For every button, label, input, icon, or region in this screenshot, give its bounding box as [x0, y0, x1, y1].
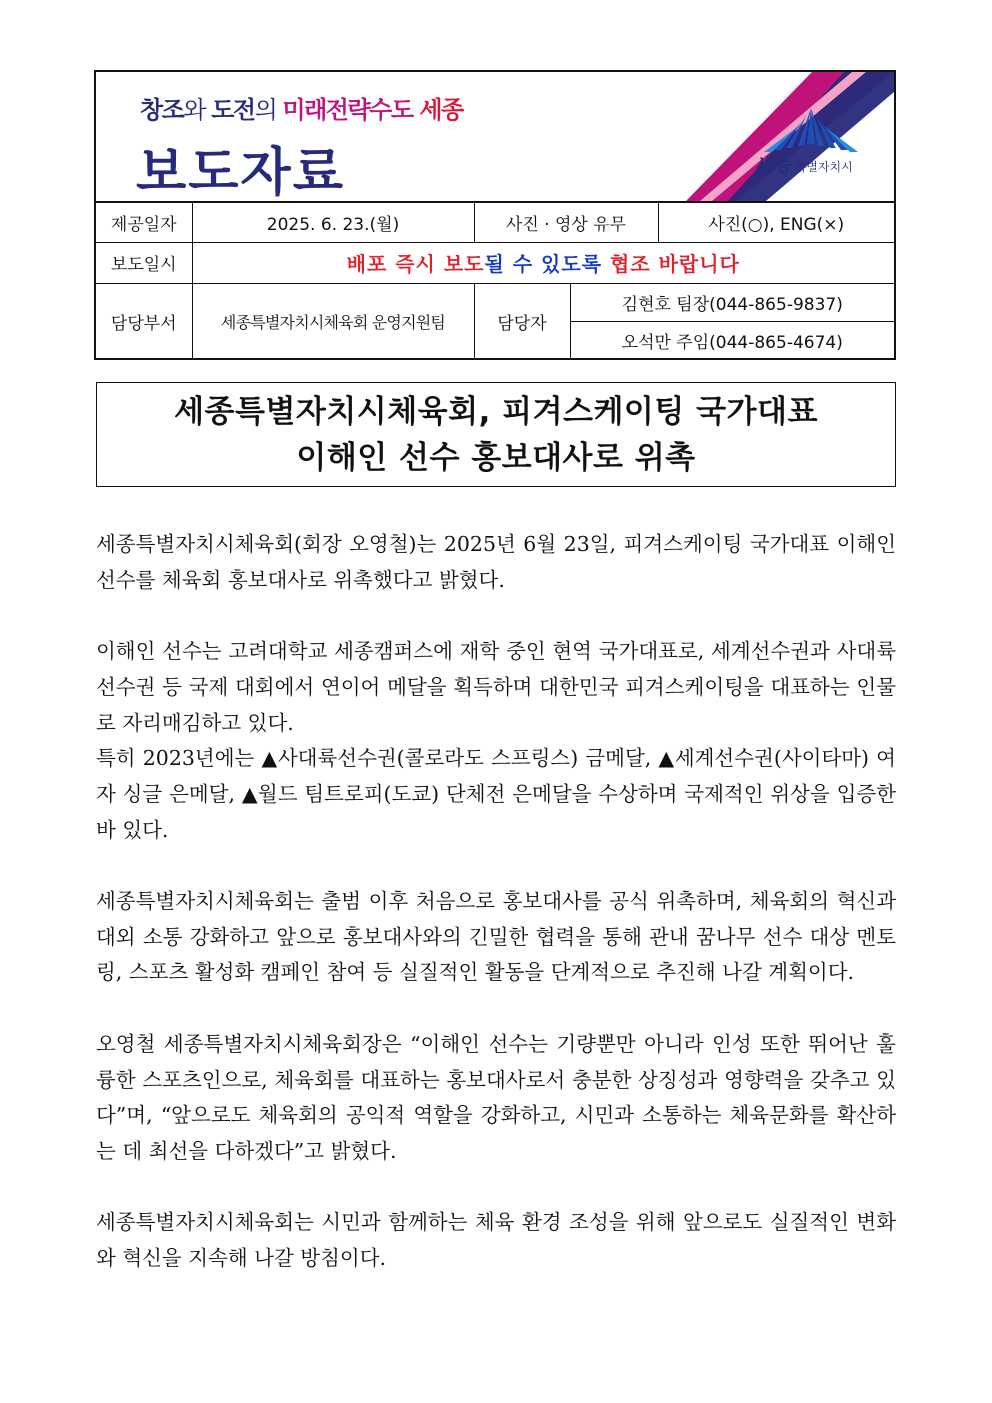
press-release-header — [94, 70, 896, 360]
logo-name: 세종 — [756, 154, 793, 176]
article-title-box — [96, 382, 896, 487]
release-value-red: 배포 즉시 보도 — [346, 252, 485, 276]
slogan-part4: 세종 — [419, 96, 463, 124]
contact-label: 담당자 — [474, 283, 570, 359]
contact-1: 김현호 팀장(044-865-9837) — [570, 283, 894, 321]
paragraph-4: 세종특별자치시체육회는 출범 이후 처음으로 홍보대사를 공식 위촉하며, 체육회의 혁신과 대외 소통 강화하고 앞으로 홍보대사와의 긴밀한 협력을 통해 관내 꿈나무 선수 대상 멘토링, 스포츠 활성화 캠페인 참여 등 실질적인 활동을 단계적으로 추진해 나갈 계획이다. — [96, 889, 896, 985]
article-title-line-1: 세종특별자치시체육회, 피겨스케이팅 국가대표 — [174, 394, 818, 430]
release-value-red2: 협조 바랍니다 — [602, 252, 740, 276]
paragraph-2: 이해인 선수는 고려대학교 세종캠퍼스에 재학 중인 현역 국가대표로, 세계선수권과 사대륙선수권 등 국제 대회에서 연이어 메달을 획득하며 대한민국 피겨스케이팅을 대표하는 인물로 자리매김하고 있다. — [96, 639, 896, 735]
slogan-part2: 도전 — [211, 96, 255, 124]
paragraph-6: 세종특별자치시체육회는 시민과 함께하는 체육 환경 조성을 위해 앞으로도 실질적인 변화와 혁신을 지속해 나갈 방침이다. — [96, 1210, 896, 1270]
info-table — [96, 201, 894, 360]
paragraph-1: 세종특별자치시체육회(회장 오영철)는 2025년 6월 23일, 피겨스케이팅 국가대표 이해인 선수를 체육회 홍보대사로 위촉했다고 밝혔다. — [96, 532, 896, 592]
media-label: 사진 · 영상 유무 — [474, 202, 658, 242]
media-value: 사진(○), ENG(×) — [658, 202, 894, 242]
city-slogan — [140, 90, 463, 125]
release-value — [192, 242, 894, 283]
slogan-part3: 미래전략수도 — [282, 96, 420, 124]
slogan-part2-particle: 의 — [254, 96, 283, 124]
release-value-blue: 될 수 있도록 — [484, 252, 603, 276]
slogan-part1-particle: 와 — [183, 96, 212, 124]
paragraph-5: 오영철 세종특별자치시체육회장은 “이해인 선수는 기량뿐만 아니라 인성 또한 뛰어난 훌륭한 스포츠인으로, 체육회를 대표하는 홍보대사로서 충분한 상징성과 영향력을 갖추고 있다”며, “앞으로도 체육회의 공익적 역할을 강화하고, 시민과 소통하는 체육문화를 확산하는 데 최선을 다하겠다”고 밝혔다. — [96, 1031, 896, 1163]
dept-value: 세종특별자치시체육회 운영지원팀 — [192, 283, 474, 359]
contact-2: 오석만 주임(044-865-4674) — [570, 321, 894, 359]
sejong-city-logo-text — [756, 150, 853, 177]
logo-subtitle: 특별자치시 — [794, 160, 853, 174]
header-banner — [96, 72, 894, 201]
date-value: 2025. 6. 23.(월) — [192, 202, 474, 242]
article-title-line-2: 이해인 선수 홍보대사로 위촉 — [296, 440, 696, 476]
date-label: 제공일자 — [96, 202, 192, 242]
release-label: 보도일시 — [96, 242, 192, 283]
dept-label: 담당부서 — [96, 283, 192, 359]
article-body — [96, 527, 896, 1312]
slogan-part1: 창조 — [140, 96, 184, 124]
press-release-title: 보도자료 — [136, 143, 345, 201]
paragraph-3: 특히 2023년에는 ▲사대륙선수권(콜로라도 스프링스) 금메달, ▲세계선수권(사이타마) 여자 싱글 은메달, ▲월드 팀트로피(도쿄) 단체전 은메달을 수상하며 국제적인 위상을 입증한 바 있다. — [96, 746, 896, 842]
